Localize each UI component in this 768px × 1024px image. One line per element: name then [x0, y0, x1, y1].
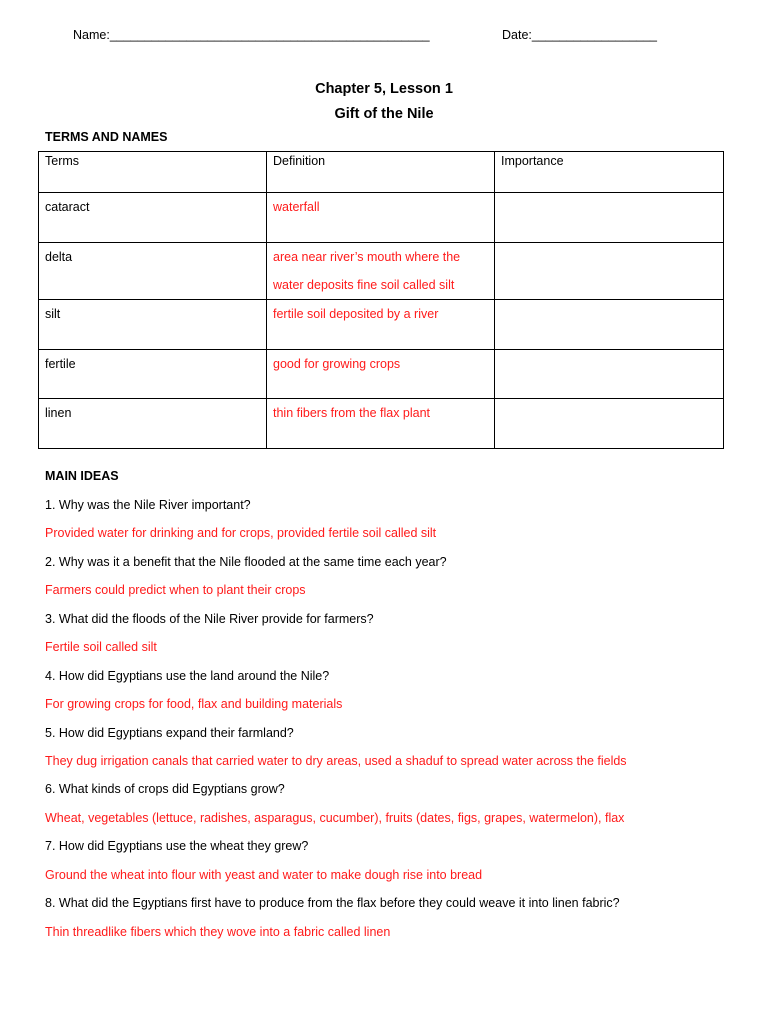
- answer-6: Wheat, vegetables (lettuce, radishes, asparagus, cucumber), fruits (dates, figs, grapes, watermelon), flax: [45, 810, 625, 825]
- term-cell: silt: [39, 300, 267, 350]
- importance-cell[interactable]: [495, 193, 724, 243]
- question-7: 7. How did Egyptians use the wheat they grew?: [45, 839, 309, 854]
- term-cell: cataract: [39, 193, 267, 243]
- term-cell: delta: [39, 243, 267, 300]
- answer-4: For growing crops for food, flax and building materials: [45, 697, 343, 712]
- question-3: 3. What did the floods of the Nile River provide for farmers?: [45, 611, 374, 626]
- answer-1: Provided water for drinking and for crops, provided fertile soil called silt: [45, 526, 437, 541]
- question-5: 5. How did Egyptians expand their farmland?: [45, 725, 294, 740]
- answer-7: Ground the wheat into flour with yeast and water to make dough rise into bread: [45, 867, 483, 882]
- column-header-definition: Definition: [267, 152, 495, 193]
- table-row: [39, 300, 724, 350]
- main-ideas-heading: MAIN IDEAS: [45, 469, 119, 483]
- question-4: 4. How did Egyptians use the land around the Nile?: [45, 668, 330, 683]
- question-8: 8. What did the Egyptians first have to produce from the flax before they could weave it into linen fabric?: [45, 896, 620, 911]
- definition-cell: thin fibers from the flax plant: [267, 399, 495, 449]
- importance-cell[interactable]: [495, 243, 724, 300]
- chapter-title: Chapter 5, Lesson 1: [315, 81, 453, 97]
- column-header-terms: Terms: [39, 152, 267, 193]
- definition-cell: good for growing crops: [267, 350, 495, 399]
- importance-cell[interactable]: [495, 300, 724, 350]
- answer-5: They dug irrigation canals that carried water to dry areas, used a shaduf to spread water across the fields: [45, 753, 627, 768]
- question-6: 6. What kinds of crops did Egyptians grow?: [45, 782, 285, 797]
- terms-table-header-row: [39, 152, 724, 193]
- question-2: 2. Why was it a benefit that the Nile flooded at the same time each year?: [45, 554, 447, 569]
- column-header-importance: Importance: [495, 152, 724, 193]
- importance-cell[interactable]: [495, 350, 724, 399]
- answer-2: Farmers could predict when to plant their crops: [45, 583, 306, 598]
- worksheet-header: [0, 28, 768, 46]
- definition-cell: fertile soil deposited by a river: [267, 300, 495, 350]
- terms-section-heading: TERMS AND NAMES: [45, 130, 168, 144]
- term-cell: linen: [39, 399, 267, 449]
- terms-table: [38, 151, 724, 449]
- table-row: [39, 350, 724, 399]
- answer-8: Thin threadlike fibers which they wove into a fabric called linen: [45, 924, 391, 939]
- name-field-label[interactable]: Name:______________________________________________: [73, 28, 430, 42]
- table-row: [39, 399, 724, 449]
- question-1: 1. Why was the Nile River important?: [45, 498, 251, 512]
- table-row: [39, 193, 724, 243]
- definition-cell: area near river’s mouth where the water deposits fine soil called silt: [267, 243, 495, 300]
- term-cell: fertile: [39, 350, 267, 399]
- lesson-title: Gift of the Nile: [334, 106, 434, 122]
- main-ideas-list: [45, 491, 745, 946]
- answer-3: Fertile soil called silt: [45, 640, 157, 655]
- definition-cell: waterfall: [267, 193, 495, 243]
- table-row: [39, 243, 724, 300]
- date-field-label[interactable]: Date:__________________: [502, 28, 658, 42]
- importance-cell[interactable]: [495, 399, 724, 449]
